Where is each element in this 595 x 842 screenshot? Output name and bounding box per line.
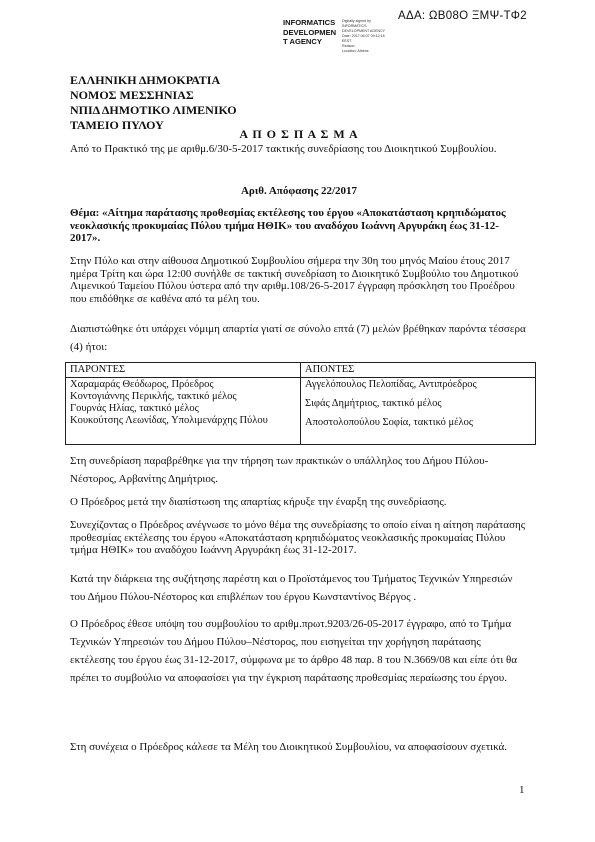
document-title: Α Π Ο Σ Π Α Σ Μ Α: [239, 127, 359, 141]
present-members-cell: [66, 378, 301, 445]
attendance-table: [65, 362, 536, 445]
absent-member: Αποστολοπούλου Σοφία, τακτικό μέλος: [305, 417, 474, 428]
quorum-paragraph: Διαπιστώθηκε ότι υπάρχει νόμιμη απαρτία γιατί σε σύνολο επτά (7) μελών βρέθηκαν παρόντα τέσσερα (4) ήτοι:: [70, 323, 526, 353]
present-member: Κουκούτσης Λεωνίδας, Υπολιμενάρχης Πύλου: [70, 415, 268, 426]
stamp-detail: INFORMATICS: [342, 24, 367, 28]
stamp-line: INFORMATICS: [283, 18, 336, 27]
stamp-detail: Date: 2017.06.07 09:12:16: [342, 34, 385, 38]
meeting-paragraph: Στην Πύλο και στην αίθουσα Δημοτικού Συμβουλίου σήμερα την 30η του μηνός Μαίου έτους 2017 ημέρα Τρίτη και ώρα 12:00 συνήλθε σε τακτική συνεδρίαση το Διοικητικό Συμβούλιο του Δημοτικού Λιμενικού Ταμείου Πύλου ύστερα από την αριθμ.108/26-5-2017 έγγραφη πρόσκληση του Προέδρου που επιδόθηκε σε καθένα από τα μέλη του.: [70, 255, 519, 305]
header-line-fund: ΤΑΜΕΙΟ ΠΥΛΟΥ: [70, 118, 164, 132]
header-line-republic: ΕΛΛΗΝΙΚΗ ΔΗΜΟΚΡΑΤΙΑ: [70, 73, 221, 87]
stamp-line: DEVELOPMEN: [283, 27, 337, 37]
intro-paragraph: Από το Πρακτικό της με αριθμ.6/30-5-2017 τακτικής συνεδρίασης του Διοικητικού Συμβουλίου.: [70, 143, 497, 155]
absent-member: Σιφάς Δημήτριος, τακτικό μέλος: [305, 398, 442, 409]
stamp-detail: Location: Athens: [342, 49, 369, 53]
absent-members-cell: [301, 378, 536, 445]
absent-member: Αγγελόπουλος Πελοπίδας, Αντιπρόεδρος: [305, 379, 477, 390]
present-member: Γουρνάς Ηλίας, τακτικό μέλος: [70, 403, 199, 414]
signature-stamp: [283, 18, 343, 47]
table-header-present: ΠΑΡΟΝΤΕΣ: [66, 363, 301, 378]
present-member: Χαραμαράς Θεόδωρος, Πρόεδρος: [70, 379, 214, 390]
stamp-line: T AGENCY: [283, 37, 322, 46]
header-line-prefecture: ΝΟΜΟΣ ΜΕΣΣΗΝΙΑΣ: [70, 88, 194, 102]
decision-number: Αριθ. Απόφασης 22/2017: [240, 185, 358, 197]
page-number: 1: [519, 784, 525, 796]
signature-details: [342, 19, 388, 54]
ada-code: ΑΔΑ: ΩΒ08Ο ΞΜΨ-ΤΦ2: [398, 10, 527, 22]
stamp-detail: EEST: [342, 39, 352, 43]
agenda-paragraph: Συνεχίζοντας ο Πρόεδρος ανέγνωσε το μόνο θέμα της συνεδρίασης το οποίο είναι η αίτηση παράτασης προθεσμίας εκτέλεσης του έργου «Αποκατάσταση κρηπιδώματος νεοκλασικής προκυμαίας Πύλου τμήμα ΗΘΙΚ» του αναδόχου Ιωάννη Αργυράκη έως 31-12-2017.: [70, 519, 526, 556]
stamp-detail: DEVELOPMENT AGENCY: [342, 29, 386, 33]
proposal-paragraph: Ο Πρόεδρος έθεσε υπόψη του συμβουλίου το αριθμ.πρωτ.9203/26-05-2017 έγγραφο, από το Τμήμα Τεχνικών Υπηρεσιών του Δήμου Πύλου–Νέστορος, που εισηγείται την χορήγηση παράτασης εκτέλεσης του έργου έως 31-12-2017, σύμφωνα με το άρθρο 48 παρ. 8 του Ν.3669/08 και είπε ότι θα πρέπει το συμβούλιο να αποφασίσει για την έγκριση παράτασης προθεσμίας περαίωσης του έργου.: [70, 618, 518, 684]
closing-paragraph: Στη συνέχεια ο Πρόεδρος κάλεσε τα Μέλη του Διοικητικού Συμβουλίου, να αποφασίσουν σχετικά.: [70, 741, 508, 753]
subject-paragraph: Θέμα: «Αίτημα παράτασης προθεσμίας εκτέλεσης του έργου «Αποκατάσταση κρηπιδώματος νεοκλασικής προκυμαίας Πύλου τμήμα ΗΘΙΚ» του αναδόχου Ιωάννη Αργυράκη έως 31-12-2017».: [70, 207, 506, 244]
stamp-detail: Digitally signed by: [342, 19, 371, 23]
secretary-paragraph: Στη συνεδρίαση παραβρέθηκε για την τήρηση των πρακτικών ο υπάλληλος του Δήμου Πύλου-Νέστορος, Αρβανίτης Δημήτριος.: [70, 455, 489, 485]
table-header-absent: ΑΠΟΝΤΕΣ: [301, 363, 536, 378]
stamp-detail: Reason:: [342, 44, 356, 48]
attendee-paragraph: Κατά την διάρκεια της συζήτησης παρέστη και ο Προϊστάμενος του Τμήματος Τεχνικών Υπηρεσιών του Δήμου Πύλου-Νέστορος και επιβλέπων του έργου Κωνσταντίνος Βέργος .: [70, 573, 513, 603]
opening-paragraph: Ο Πρόεδρος μετά την διαπίστωση της απαρτίας κήρυξε την έναρξη της συνεδρίασης.: [70, 496, 447, 508]
present-member: Κοντογιάννης Περικλής, τακτικό μέλος: [70, 391, 237, 402]
header-line-entity: ΝΠΙΔ ΔΗΜΟΤΙΚΟ ΛΙΜΕΝΙΚΟ: [70, 103, 237, 117]
